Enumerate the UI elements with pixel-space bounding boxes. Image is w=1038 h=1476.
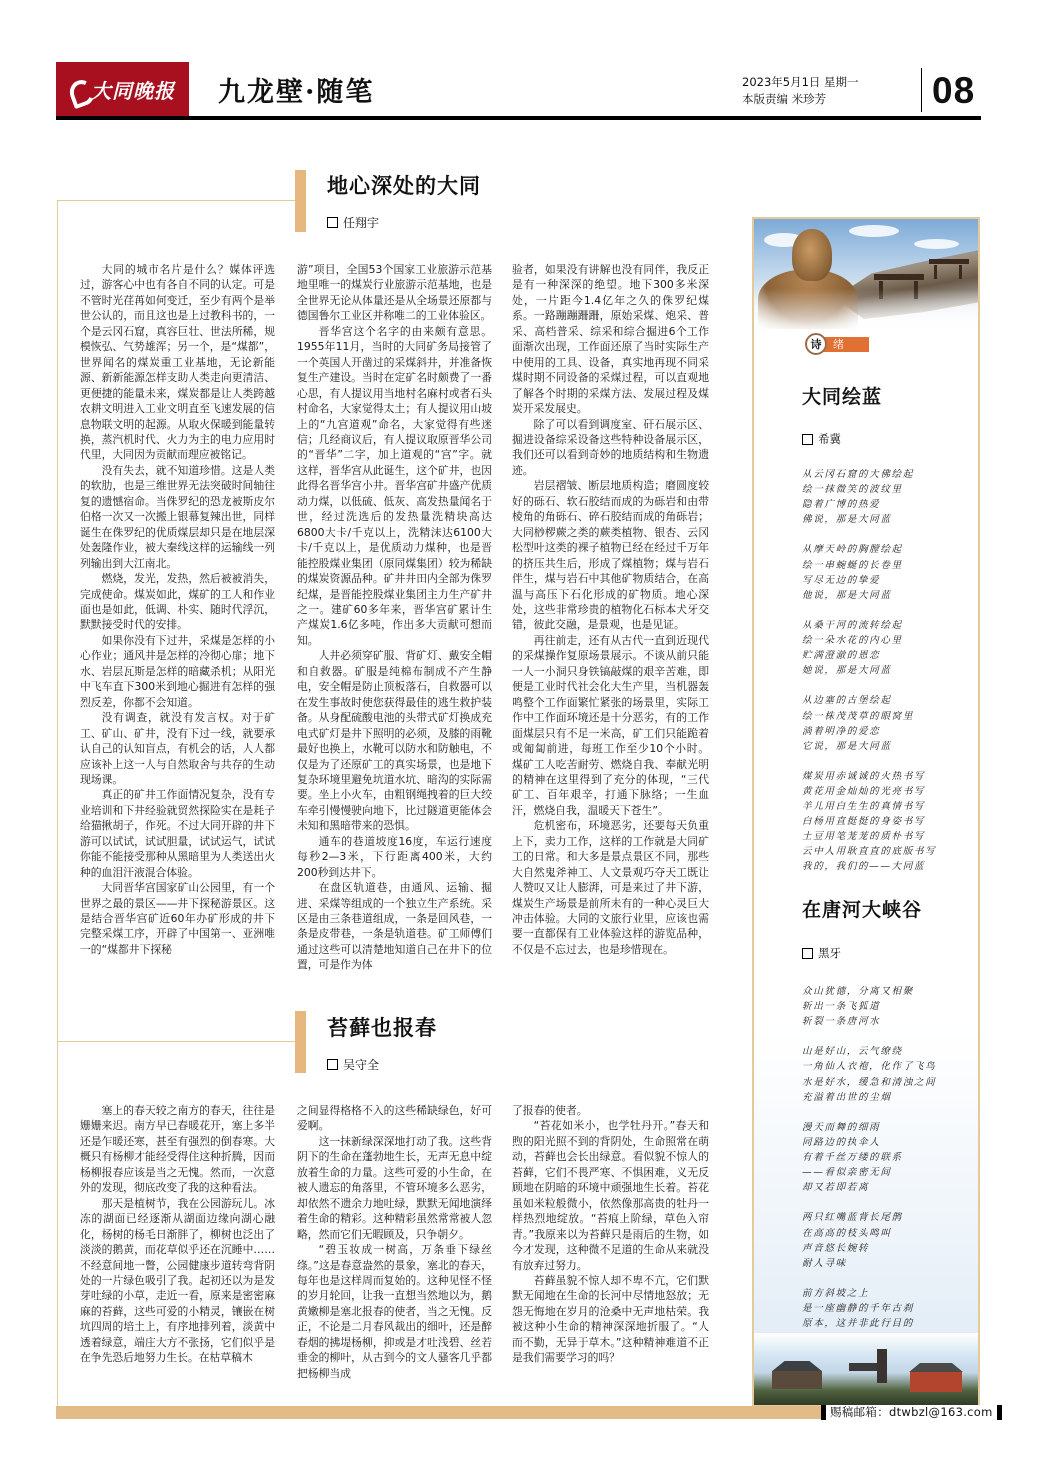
poem-line: 一角仙人衣袍，化作了飞鸟 [802,1061,937,1073]
poem-line: 白杨用直挺挺的身姿书写 [802,816,926,828]
flame-icon [68,76,88,102]
paragraph: 没有调查，就没有发言权。对于矿工、矿山、矿井，没有下过一线，就要承认自己的认知盲点，有机会的话，人人都应该补上这一人与自然取舍与共存的生动现场课。 [80,711,275,786]
poem-stanza [802,618,974,678]
poem-stanza [802,1120,974,1195]
poem-line: 绘一朵水花的内心里 [802,635,903,647]
masthead-divider [921,68,922,112]
poem2-body [802,984,974,1361]
poem-line: 写尽无边的挚爱 [802,574,881,586]
paragraph: 验者，如果没有讲解也没有同伴，我反正是有一种深深的绝望。地下300多米深处，一片距今1.4亿年之久的侏罗纪煤系。一路蹦蹦跚跚，原始采煤、炮采、普采、高档普采、综采和综合掘进6个工作面渐次出现，工作面还原了当时实际生产中使用的工具、设备，真实地再现不同采煤时期不同设备的采煤过程，可以直观地了解各个时期的采煤方法、发展过程及煤炭开采发展史。 [512,263,709,416]
poem-line: 贮满澄澈的恩恋 [802,650,881,662]
poem-line: 众山犹德，分离又相聚 [802,986,914,997]
paragraph: 再往前走，还有从古代一直到近现代的采煤操作复原场景展示。不谈从前只能一人一小洞只身铁镐敲煤的艰辛苦难，即便是工业时代社会化大生产里，当机器轰鸣整个工作面繁忙紧张的场景里，实际工作中工作面环境还是十分恶劣，有的工作面煤层只有不足一米高，矿工们只能跪着或匍匐前进，每班工作至少10个小时。煤矿工人吃苦耐劳、燃烧自我、奉献光明的精神在这里得到了充分的体现，“三代矿工、百年艰辛，打通下脉络；一生血汗，燃烧自我，温暖天下苍生”。 [512,633,709,817]
poem-line: 绘一串蜿蜒的长卷里 [802,559,903,571]
poem-line: 漫天而舞的细雨 [802,1121,881,1133]
article1-author: 任翔宇 [343,216,380,230]
paragraph: 通车的巷道坡度16度，车运行速度每秒2—3米，下行距离400米，大约200秒到达井下。 [297,834,492,879]
poem-line: 云中人用耿直直的底版书写 [802,846,937,858]
poem2-author: 黑牙 [818,946,841,960]
paragraph: 之间显得格格不入的这些稀缺绿色，好可爱啊。 [297,1104,492,1133]
paragraph: “碧玉妆成一树高，万条垂下绿丝绦。”这是春意盎然的景象，塞北的春天，每年也是这样周而复始的。这种见怪不怪的岁月轮回，让我一直想当然地以为，鹅黄嫩柳是塞北报春的使者，当之无愧。反正，不论是二月春风裁出的细叶，还是醉春烟的拂堤杨柳，抑或是才吐浅碧、丝若垂金的柳叶，从古到今的文人骚客几乎都把杨柳当成 [297,1243,492,1380]
poem-line: 黄花用金灿灿的光亮书写 [802,785,926,797]
paragraph: 在盘区轨道巷，由通风、运输、掘进、采煤等组成的一个独立生产系统。采区是由三条巷道组成，一条是回风巷，一条是皮带巷，一条是轨道巷。矿工师傅们通过这些可以清楚地知道自己在井下的位置，可是作为体 [297,881,492,972]
article1-accent-bar [295,170,306,232]
section-title: 九龙壁·随笔 [218,77,375,108]
paragraph: 那天是植树节，我在公园游玩儿。冰冻的湖面已经逐渐从湖面边缘向湖心融化，杨树的杨毛日渐胖了，柳树也泛出了淡淡的鹅黄，而花草似乎还在沉睡中……不经意间地一瞥，公园健康步道转弯背阴处的一片绿色吸引了我。起初还以为是发芽吐绿的小草，走近一看，原来是密密麻麻的苔藓，这些可爱的小精灵，镶嵌在树坑四周的培土上，有序地排列着，淡黄中透着绿意，端庄大方不张扬，它们似乎是在争先恐后地努力生长。在枯草稿木 [80,1196,275,1365]
poem-line: 充溢着出世的尘烟 [802,1091,892,1103]
article1-byline [327,214,379,231]
masthead-rule [56,116,981,120]
poem-line: 却又若即若离 [802,1182,870,1194]
poem-line: 土豆用笔茏茏的质朴书写 [802,831,926,843]
poem-line: 山是好山，云气缭绕 [802,1046,903,1058]
paragraph: 没有失去，就不知道珍惜。这是人类的软肋，也是三维世界无法突破时间轴往复的遗憾宿命。当侏罗纪的恐龙被斯皮尔伯格一次又一次搬上银幕复辣出世，同样诞生在侏罗纪的优质煤层却只是在地层深处轰隆作业，被大秦线这样的运输线一列列输出到大江南北。 [80,463,275,570]
poem-stanza [802,542,974,602]
square-icon [327,1059,338,1070]
poem-line: 有着千丝万缕的联系 [802,1152,903,1164]
right-block-mark [997,1405,1002,1420]
paragraph: 岩层褶皱、断层地质构造；磨圆度较好的砾石、软石胶结而成的为砾岩和由带棱角的角砾石、碎石胶结而成的角砾岩；大同桫椤蕨之类的蕨类植物、银杏、云冈松型叶这类的裸子植物已经在经过千万年的挤压共生后，形成了煤植物；煤与岩石伴生，煤与岩石中其他矿物质结合，在高温与高压下石化形成的矿物质。地心深处，这些非常珍贵的植物化石标本犬牙交错，彼此交融，是景观，也是见证。 [512,479,709,632]
page-editor: 本版责编 米珍芳 [742,92,827,106]
poem2-title: 在唐河大峡谷 [802,899,923,921]
article2-byline [327,1056,379,1073]
paragraph: 危机密布，环境恶劣，还要每天负重上下，卖力工作，这样的工作就是大同矿工的日常。和大多是景点景区不同，那些大自然鬼斧神工、人文景观巧夺天工既让人赞叹又让人膨湃，可是来过了井下游，煤炭生产场景是前所未有的一种心灵巨大冲击体验。大同的文旅行业里，应该也需要一直都保有工业体验这样的游览品种，不仅是不忘过去，也是珍惜现在。 [512,819,709,956]
poem-line: 从边塞的古堡绘起 [802,695,892,707]
paragraph: 如果你没有下过井，采煤是怎样的小心作业；通风井是怎样的冷彻心扉；地下水、岩层瓦斯是怎样的暗藏杀机；从阳光中飞车直下300米到地心掘进有怎样的强烈反差，你都不会知道。 [80,633,275,709]
logo-text: 大同晚报 [91,78,175,103]
poem-line: 声音悠长婉转 [802,1242,870,1254]
article1-column-2 [297,262,492,1002]
article1-frame-top [57,200,295,201]
poem-line: 绘一株茂茂草的眼窝里 [802,710,914,722]
poem2-byline [802,945,841,961]
poem-line: 从桑干河的流转绘起 [802,619,903,631]
paragraph: 除了可以看到调度室、矸石展示区、掘进设备综采设备这些特种设备展示区，我们还可以看到奇妙的地质结构和生物遗迹。 [512,417,709,477]
paragraph: 了报春的使者。 [512,1104,588,1117]
poem-stanza [802,467,974,527]
poem-line: 水是好水，缓急和清浊之间 [802,1076,937,1088]
poem-line: 煤炭用赤诚诚的火热书写 [802,770,926,782]
poem-stanza [802,1210,974,1270]
issue-date: 2023年5月1日 星期一 [742,75,859,89]
poem-tag [805,333,869,355]
paragraph: 真正的矿井工作面情况复杂，没有专业培训和下井经验就贸然探险实在是耗子给猫揪胡子，作死。不过大同开辟的井下游可以试试，试试胆量，试试运气，试试你能不能接受那种从黑暗里为人类送出火种的血泪汗液混合体验。 [80,788,275,879]
poem-line: 它说，那是大同蓝 [802,740,892,752]
article2-accent-bar [295,1011,306,1073]
poem-line: 淌着明净的爱恋 [802,725,881,737]
page-number: 08 [932,70,976,111]
poem-line: 从云冈石窟的大佛绘起 [802,469,914,480]
poem-line: 原本，这并非此行目的 [802,1318,914,1330]
temple-complex-banner-image [754,1333,978,1405]
poem-line: 在高高的枝头鸣叫 [802,1227,892,1239]
poem-line: 前方斜坡之上 [802,1287,870,1299]
paragraph: 游”项目，全国53个国家工业旅游示范基地里唯一的煤炭行业旅游示范基地，也是全世界无论从体量还是从全场景还原都与德国鲁尔工业区并称唯二的工业体验区。 [297,263,492,323]
article2-frame-top [57,1041,295,1042]
paragraph: 燃烧，发光，发热，然后被被消失，完成使命。煤炭如此，煤矿的工人和作业面也是如此，低调、朴实、随时代浮沉，默默接受时代的安排。 [80,572,275,632]
article2-column-3 [512,1103,709,1399]
footer-bar [56,1406,821,1419]
contribution-email [821,1405,1002,1420]
paragraph: 塞上的春天较之南方的春天，往往是姗姗来迟。南方早已春暖花开，塞上多半还是乍暖还寒，甚至有强烈的倒春寒。大概只有杨柳才能经受得住这种折腾，因而杨柳报春应该是当之无愧。然而，一次意外的发现，彻底改变了我的这种看法。 [80,1104,275,1195]
poem-line: 斩裂一条唐河水 [802,1016,881,1028]
poem-line: 是一座幽静的千年古刹 [802,1302,914,1314]
poem-line: ——看似亲密无间 [802,1167,892,1179]
yungang-grottoes-banner-image [754,219,978,329]
poem-line: 斩出一条飞狐道 [802,1001,881,1013]
article2-column-2 [297,1103,492,1399]
poem-line: 两只红嘴蓝背长尾鹊 [802,1212,903,1224]
contribution-email-text: 赐稿邮箱：dtwbzl@163.com [830,1405,993,1419]
poem-tag-char: 诗 [805,333,827,355]
paragraph: 大同晋华宫国家矿山公园里，有一个世界之最的景区——井下探秘游景区。这是结合晋华宫矿近60年办矿形成的井下完整采煤工序，开辟了中国第一、亚洲唯一的“煤都井下探秘 [80,881,275,956]
paragraph: 苔藓虽貌不惊人却不卑不亢，它们默默无闻地在生命的长河中尽情地怒放；无怨无悔地在岁月的沧桑中无声地枯荣。我被这种小生命的精神深深地折服了。“人而不勤，无异于草木。”这种精神难道不正是我们需要学习的吗？ [512,1273,709,1365]
paragraph: “苔花如米小，也学牡丹开。”春天和煦的阳光照不到的背阴处，生命照常在萌动，苔藓也会长出绿意。看似貌不惊人的苔藓，它们不畏严寒、不惧困难，义无反顾地在阴暗的环境中顽强地生长着。苔花虽如米粒般微小，依然像那高贵的牡丹一样热烈地绽放。“苔痕上阶绿，草色入帘青。”我原来以为苔藓只是雨后的生物，如今才发现，这种微不足道的生命从来就没有放弃过努力。 [512,1119,709,1272]
poem-line: 同路边的执伞人 [802,1136,881,1148]
paragraph: 晋华宫这个名字的由来颇有意思。1955年11月，当时的大同矿务局接管了一个英国人开凿过的采煤斜井，并准备恢复生产建设。当时在定矿名时颇费了一番心思，有人提议用当地村名麻村或者石头村命名，大家觉得太土；有人提议用山坡上的“九宫道观”命名，大家觉得有些迷信；几经商议后，有人提议取原晋华公司的“晋华”二字，加上道观的“宫”字。就这样，晋华宫从此诞生，这个矿井，也因此得名晋华宫小井。晋华宫矿井盛产优质动力煤，以低硫、低灰、高发热量闻名于世，经过洗选后的发热量洗精块高达6800大卡/千克以上，洗精沫达6100大卡/千克以上，是优质动力煤种，也是晋能控股煤业集团（原同煤集团）较为稀缺的煤炭资源品种。矿井井田内全部为侏罗纪煤，是晋能控股煤业集团主力生产矿井之一。建矿60多年来，晋华宫矿累计生产煤炭1.6亿多吨，作出多大贡献可想而知。 [297,324,492,647]
article2-author: 吴守全 [343,1058,380,1072]
article2-title: 苔藓也报春 [327,1015,437,1040]
poem1-body [802,467,974,890]
square-icon [802,948,813,959]
poem-line: 绘一抹微笑的波纹里 [802,484,903,496]
square-icon [802,434,813,445]
poetry-sidebar [752,217,980,1407]
newspaper-logo [56,62,189,116]
article1-title: 地心深处的大同 [327,173,481,198]
poem-stanza [802,693,974,753]
poem1-byline [802,431,841,447]
poem-stanza [802,984,974,1029]
poem-line: 隐着广博的热爱 [802,499,881,511]
paragraph: 这一抹新绿深深地打动了我。这些背阴下的生命在蓬勃地生长，无声无息中绽放着生命的力量。这些可爱的小生命，在被人遗忘的角落里，不管环境多么恶劣，却依然不遗余力地吐绿，默默无闻地演绎着生命的精彩。这种精彩虽然常常被人忽略，然而它们无暇顾及，只争朝夕。 [297,1134,492,1241]
paragraph: 大同的城市名片是什么？媒体评选过，游客心中也有各自不同的认定。可是不管时光荏苒如何变迁，至少有两个是举世公认的，而且这也是上过教科书的，一个是云冈石窟，真容巨壮、世法所稀，规模恢弘、气势雄浑；另一个，是“煤都”，世界闻名的煤炭重工业基地，无论新能源、新新能源怎样支助人类走向更清洁、更便捷的能量未来，煤炭都是让人类跨越农耕文明进入工业文明直至飞速发展的信息物联文明的起源。从取火保暖到能量转换，蒸汽机时代、火力为主的电力应用时代里，大同因为贡献而理应被铭记。 [80,263,275,462]
poem-line: 耐人寻味 [802,1257,847,1269]
paragraph: 人井必须穿矿服、背矿灯、戴安全帽和自救器。矿服是纯棉布制成不产生静电，安全帽是防止顶板落石，自救器可以在发生事故时使您获得最佳的逃生救护装备。从身配硫酸电池的头带式矿灯换成充电式矿灯是井下照明的必须，及膝的雨靴最好也换上，水靴可以防水和防触电，不仅是为了还原矿工的真实场景，也是地下复杂环境里避免坑道水坑、暗沟的实际需要。坐上小火车，由粗钢绳拽着的巨大绞车牵引慢慢驶向地下，比过隧道更能体会未知和黑暗带来的恐惧。 [297,649,492,833]
poem-line: 他说，那是大同蓝 [802,589,892,601]
square-icon [327,217,338,228]
article1-column-3 [512,262,709,1002]
article1-column-1 [80,262,275,1002]
article-frame-left [57,200,58,1418]
poem-line: 她说，那是大同蓝 [802,665,892,677]
poem-line: 我的，我们的——大同蓝 [802,861,926,873]
poem1-author: 希冀 [818,432,841,446]
article2-column-1 [80,1103,275,1399]
poem-line: 从摩天岭的胸膛绘起 [802,544,903,556]
poem-line: 佛说，那是大同蓝 [802,514,892,526]
poem-stanza [802,1044,974,1104]
poem1-title: 大同绘蓝 [802,386,883,408]
poem-stanza [802,769,974,875]
poem-tag-label: 绪 [823,337,869,352]
poem-line: 羊儿用白生生的真情书写 [802,801,926,813]
